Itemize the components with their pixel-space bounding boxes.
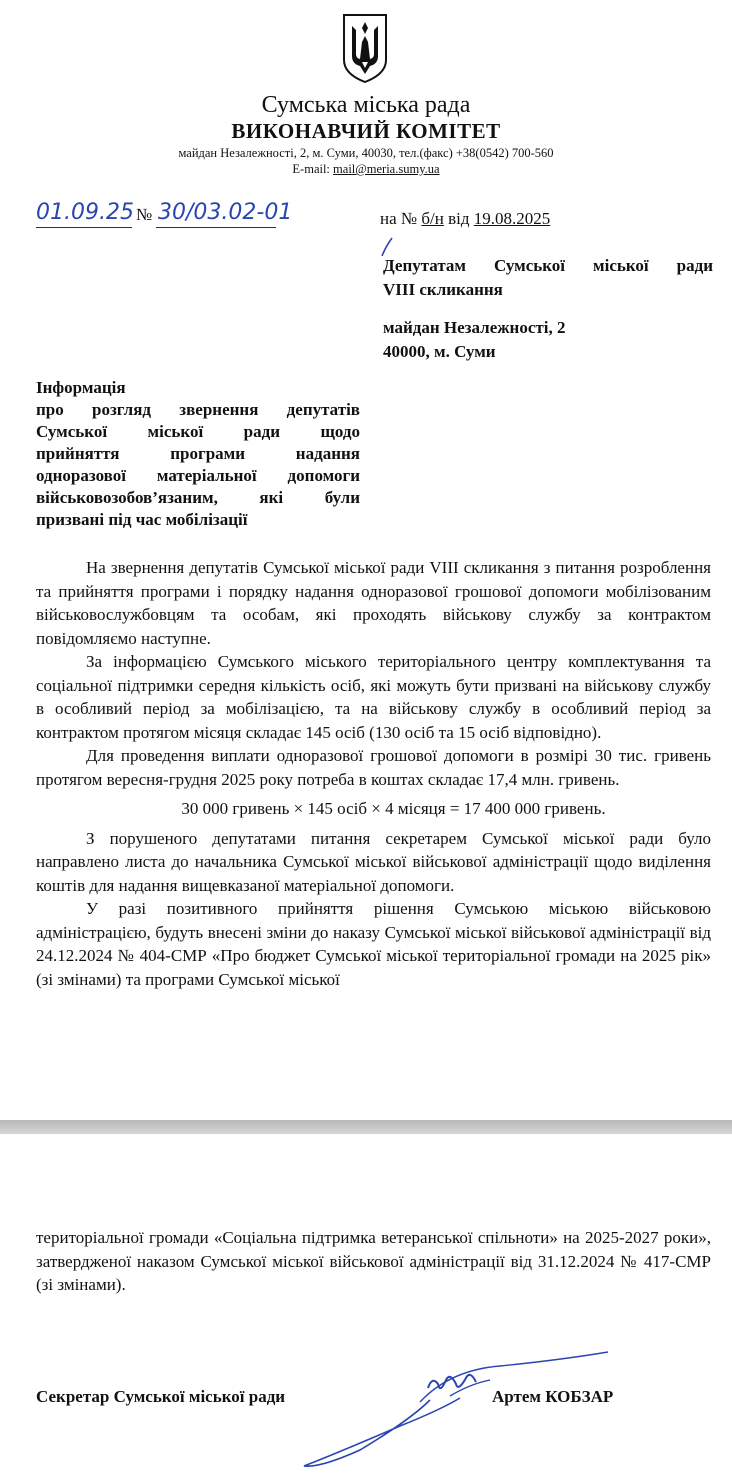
- organization-email-line: [0, 162, 732, 177]
- reference-line: [380, 209, 550, 229]
- subject-line: Сумської міської ради щодо: [36, 422, 360, 441]
- letter-body: [36, 556, 711, 991]
- body-paragraph-3: Для проведення виплати одноразової грошової допомоги в розмірі 30 тис. гривень протягом вересня-грудня 2025 року потреба в коштах складає 17,4 млн. гривень.: [36, 746, 711, 789]
- signatory-position: Секретар Сумської міської ради: [36, 1387, 286, 1406]
- recipient-address-line-2: 40000, м. Суми: [383, 342, 496, 361]
- subject-line: прийняття програми надання: [36, 444, 360, 463]
- body-paragraph-5: У разі позитивного прийняття рішення Сумською міською військовою адміністрацією, будуть внесені зміни до наказу Сумської міської військової адміністрації від 24.12.2024 № 404-СМР «Про бюджет Сумської міської територіальної громади на 2025 рік» (зі змінами) та програми Сумської міської: [36, 899, 711, 989]
- reference-number: б/н: [421, 209, 444, 228]
- executive-committee-title: ВИКОНАВЧИЙ КОМІТЕТ: [231, 119, 501, 143]
- recipient-line-2: VIII скликання: [383, 280, 503, 299]
- reference-prefix: на №: [380, 209, 418, 228]
- outgoing-registration: [36, 200, 356, 234]
- reference-date-prefix: від: [448, 209, 470, 228]
- number-underline: [156, 227, 276, 228]
- email-label: E-mail:: [292, 162, 334, 176]
- organization-address: майдан Незалежності, 2, м. Суми, 40030, тел.(факс) +38(0542) 700-560: [178, 146, 554, 160]
- body-paragraph-4: З порушеного депутатами питання секретарем Сумської міської ради було направлено листа до начальника Сумської міської військової адміністрації щодо виділення коштів для надання вищевказаної матеріальної допомоги.: [36, 828, 711, 895]
- calculation-formula: 30 000 гривень × 145 осіб × 4 місяця = 17 400 000 гривень.: [181, 799, 606, 818]
- subject-block: [36, 377, 360, 531]
- body-paragraph-2: За інформацією Сумського міського територіального центру комплектування та соціальної підтримки середня кількість осіб, які можуть бути призвані на військову службу в особливий період за мобілізацією, та на військову службу в особливий період за контрактом протягом місяця складає 145 осіб (130 осіб та 15 осіб відповідно).: [36, 652, 711, 742]
- trident-coat-of-arms-icon: [340, 12, 390, 84]
- recipient-line-1: Депутатам Сумської міської ради: [383, 256, 713, 275]
- body-paragraph-1: На звернення депутатів Сумської міської ради VIII скликання з питання розроблення та прийняття програми і порядку надання одноразової грошової допомоги мобілізованим військовослужбовцям та особам, які проходять військову службу за контрактом повідомляємо наступне.: [36, 558, 711, 648]
- subject-line: про розгляд звернення депутатів: [36, 400, 360, 419]
- outgoing-number: 30/03.02-01: [158, 200, 293, 225]
- subject-line: призвані під час мобілізації: [36, 510, 248, 529]
- page-break: [0, 1120, 732, 1134]
- organization-name: Сумська міська рада: [261, 92, 471, 118]
- body-paragraph-5-continued: територіальної громади «Соціальна підтримка ветеранської спільноти» на 2025-2027 роки», затвердженої наказом Сумської міської військової адміністрації від 31.12.2024 № 417-СМР (зі змінами).: [36, 1228, 711, 1294]
- subject-line: військовозобов’язаним, які були: [36, 488, 360, 507]
- email-link[interactable]: mail@meria.sumy.ua: [333, 162, 440, 176]
- reference-date: 19.08.2025: [473, 209, 551, 228]
- outgoing-number-sign: №: [136, 205, 153, 224]
- subject-line: одноразової матеріальної допомоги: [36, 466, 360, 485]
- signatory-name: Артем КОБЗАР: [492, 1387, 614, 1406]
- recipient-block: [383, 254, 713, 364]
- date-underline: [36, 227, 132, 228]
- outgoing-date: 01.09.25: [36, 200, 134, 225]
- recipient-address-line-1: майдан Незалежності, 2: [383, 318, 566, 337]
- subject-line: Інформація: [36, 378, 126, 397]
